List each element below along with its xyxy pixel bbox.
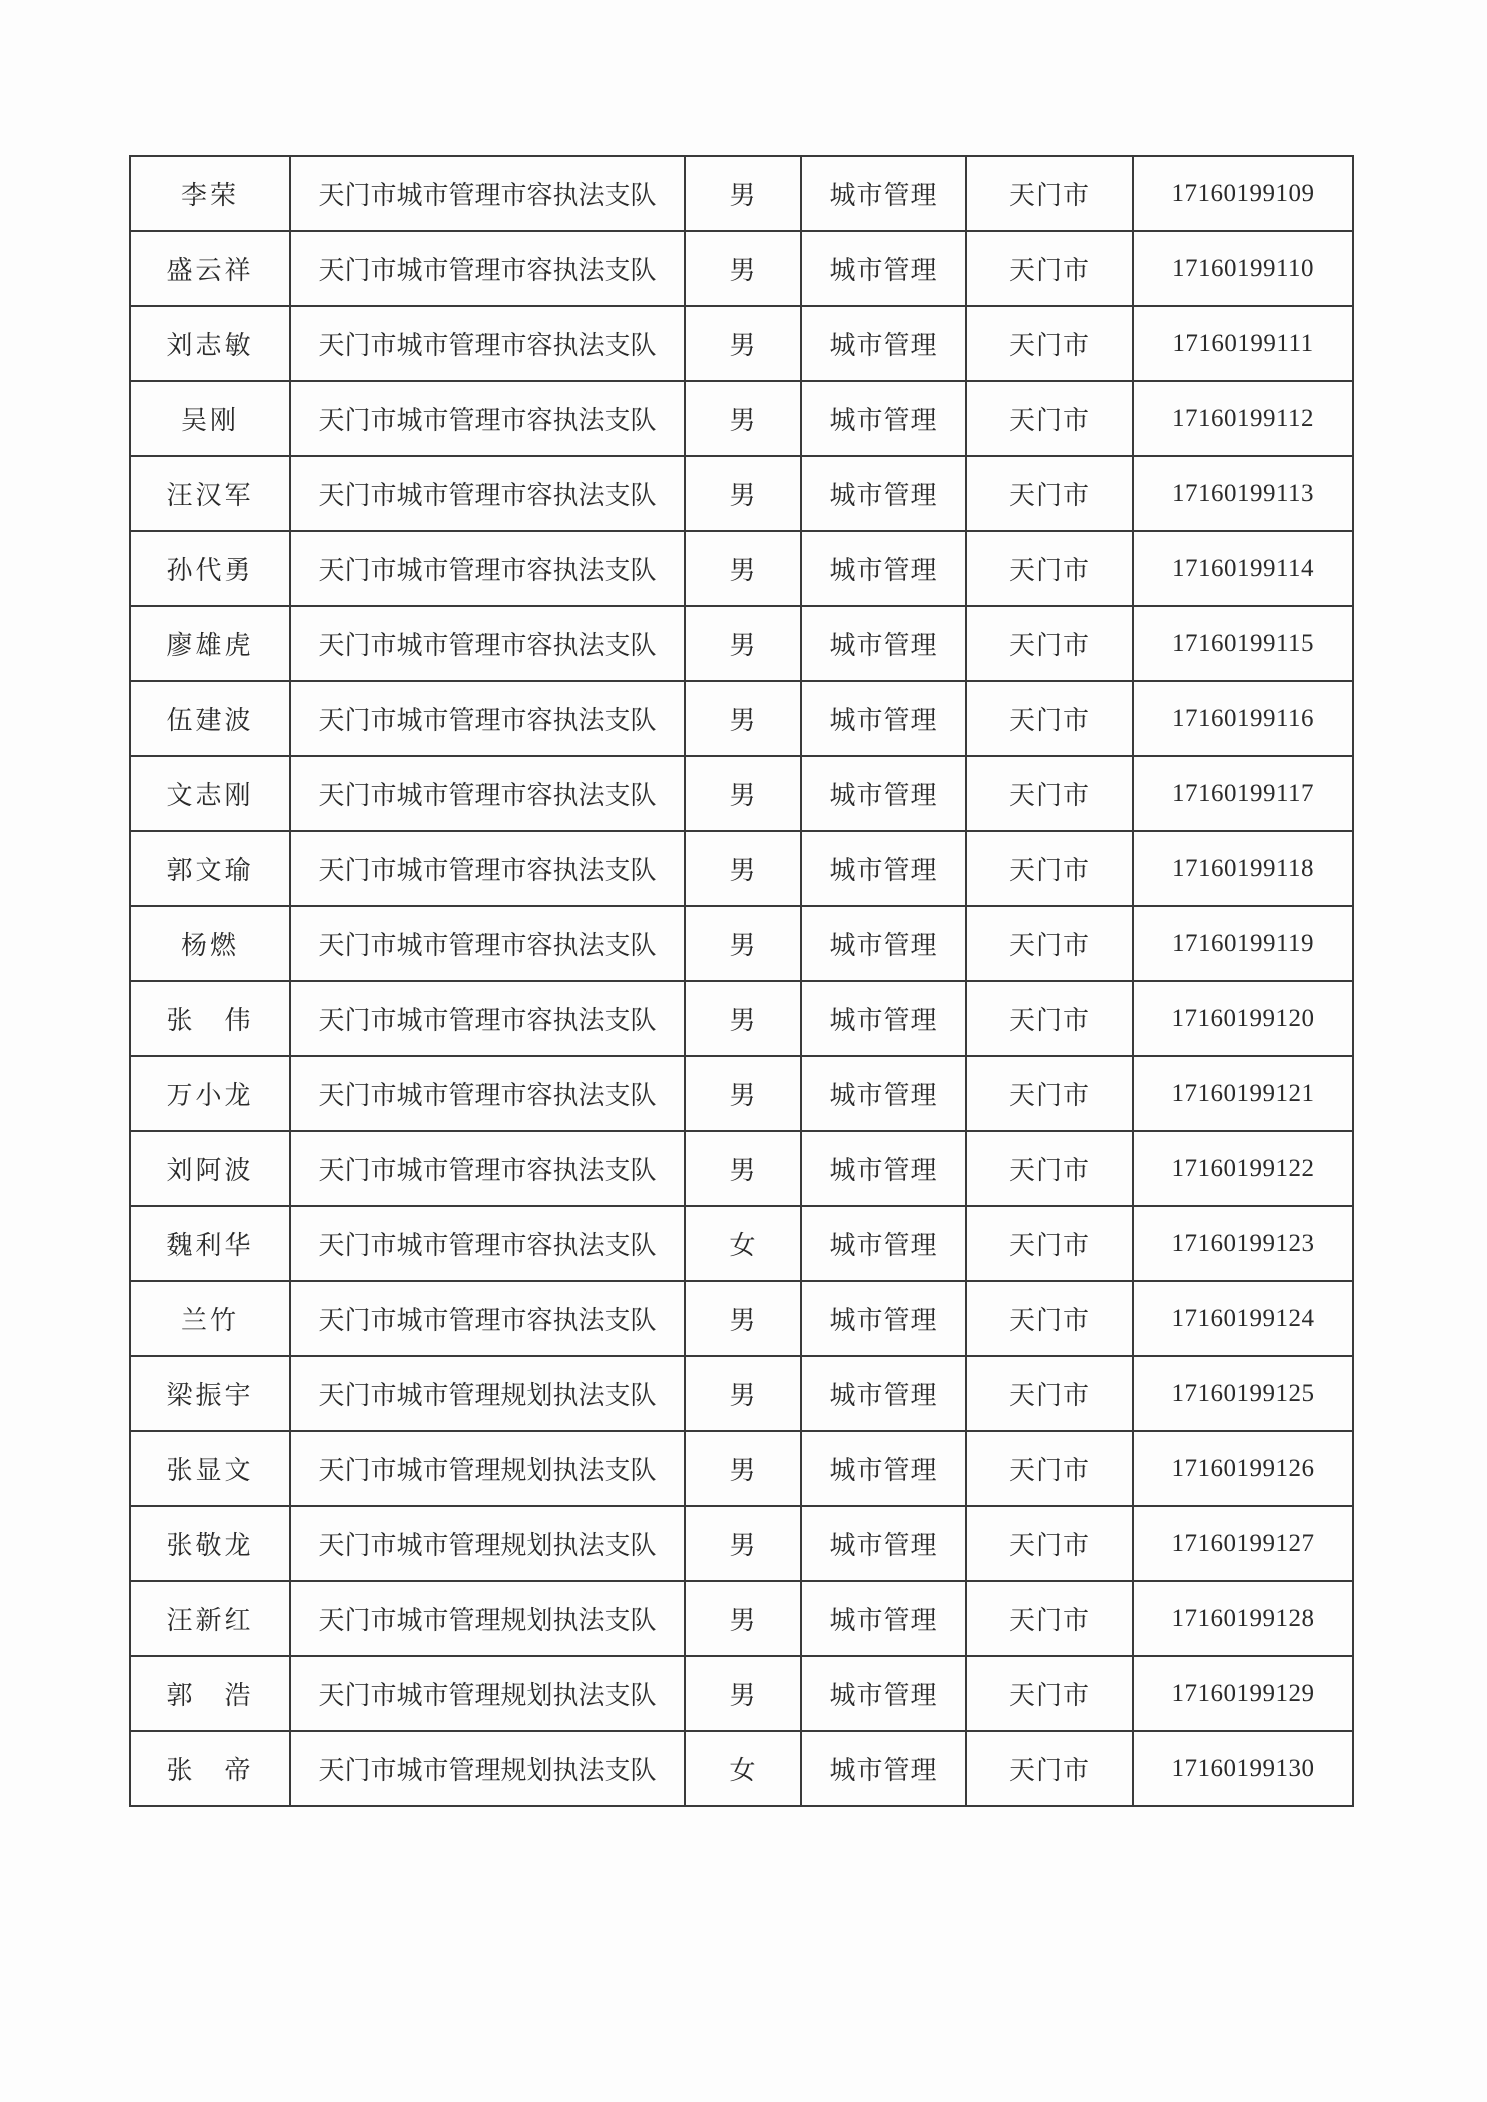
field-cell: 城市管理	[801, 1581, 966, 1656]
city-cell: 天门市	[966, 531, 1133, 606]
unit-cell: 天门市城市管理市容执法支队	[290, 681, 685, 756]
table-row	[130, 306, 1353, 381]
city-cell: 天门市	[966, 1506, 1133, 1581]
certificate-number-cell: 17160199128	[1133, 1581, 1353, 1656]
table-row	[130, 1281, 1353, 1356]
table-row	[130, 1356, 1353, 1431]
table-row	[130, 1656, 1353, 1731]
table-row	[130, 1731, 1353, 1806]
field-cell: 城市管理	[801, 1356, 966, 1431]
person-name-cell: 张显文	[130, 1431, 290, 1506]
unit-cell: 天门市城市管理规划执法支队	[290, 1356, 685, 1431]
unit-cell: 天门市城市管理市容执法支队	[290, 606, 685, 681]
field-cell: 城市管理	[801, 606, 966, 681]
city-cell: 天门市	[966, 1656, 1133, 1731]
unit-cell: 天门市城市管理市容执法支队	[290, 1206, 685, 1281]
certificate-number-cell: 17160199122	[1133, 1131, 1353, 1206]
certificate-number-cell: 17160199130	[1133, 1731, 1353, 1806]
person-name-cell: 梁振宇	[130, 1356, 290, 1431]
field-cell: 城市管理	[801, 456, 966, 531]
certificate-number-cell: 17160199123	[1133, 1206, 1353, 1281]
table-row	[130, 1431, 1353, 1506]
certificate-number-cell: 17160199118	[1133, 831, 1353, 906]
person-name-cell: 伍建波	[130, 681, 290, 756]
gender-cell: 男	[685, 231, 801, 306]
field-cell: 城市管理	[801, 306, 966, 381]
city-cell: 天门市	[966, 1281, 1133, 1356]
person-name-cell: 万小龙	[130, 1056, 290, 1131]
field-cell: 城市管理	[801, 681, 966, 756]
gender-cell: 男	[685, 456, 801, 531]
table-row	[130, 531, 1353, 606]
table-row	[130, 906, 1353, 981]
person-name-cell: 张 帝	[130, 1731, 290, 1806]
gender-cell: 男	[685, 1056, 801, 1131]
unit-cell: 天门市城市管理规划执法支队	[290, 1581, 685, 1656]
city-cell: 天门市	[966, 456, 1133, 531]
person-name-cell: 兰竹	[130, 1281, 290, 1356]
gender-cell: 女	[685, 1731, 801, 1806]
person-name-cell: 魏利华	[130, 1206, 290, 1281]
unit-cell: 天门市城市管理市容执法支队	[290, 306, 685, 381]
field-cell: 城市管理	[801, 906, 966, 981]
certificate-number-cell: 17160199126	[1133, 1431, 1353, 1506]
city-cell: 天门市	[966, 981, 1133, 1056]
gender-cell: 男	[685, 1356, 801, 1431]
person-name-cell: 文志刚	[130, 756, 290, 831]
person-name-cell: 郭 浩	[130, 1656, 290, 1731]
unit-cell: 天门市城市管理规划执法支队	[290, 1731, 685, 1806]
city-cell: 天门市	[966, 156, 1133, 231]
city-cell: 天门市	[966, 231, 1133, 306]
city-cell: 天门市	[966, 1731, 1133, 1806]
certificate-number-cell: 17160199125	[1133, 1356, 1353, 1431]
person-name-cell: 杨燃	[130, 906, 290, 981]
certificate-number-cell: 17160199117	[1133, 756, 1353, 831]
city-cell: 天门市	[966, 681, 1133, 756]
field-cell: 城市管理	[801, 1656, 966, 1731]
table-row	[130, 756, 1353, 831]
certificate-number-cell: 17160199111	[1133, 306, 1353, 381]
person-name-cell: 郭文瑜	[130, 831, 290, 906]
field-cell: 城市管理	[801, 1281, 966, 1356]
gender-cell: 男	[685, 1131, 801, 1206]
city-cell: 天门市	[966, 1056, 1133, 1131]
certificate-number-cell: 17160199121	[1133, 1056, 1353, 1131]
certificate-number-cell: 17160199127	[1133, 1506, 1353, 1581]
unit-cell: 天门市城市管理规划执法支队	[290, 1431, 685, 1506]
certificate-number-cell: 17160199124	[1133, 1281, 1353, 1356]
table-row	[130, 1131, 1353, 1206]
certificate-number-cell: 17160199113	[1133, 456, 1353, 531]
person-name-cell: 盛云祥	[130, 231, 290, 306]
person-name-cell: 李荣	[130, 156, 290, 231]
field-cell: 城市管理	[801, 1131, 966, 1206]
person-name-cell: 刘阿波	[130, 1131, 290, 1206]
city-cell: 天门市	[966, 381, 1133, 456]
gender-cell: 男	[685, 1281, 801, 1356]
field-cell: 城市管理	[801, 1506, 966, 1581]
person-name-cell: 吴刚	[130, 381, 290, 456]
table-row	[130, 606, 1353, 681]
certificate-number-cell: 17160199114	[1133, 531, 1353, 606]
table-row	[130, 231, 1353, 306]
table-row	[130, 1056, 1353, 1131]
city-cell: 天门市	[966, 1131, 1133, 1206]
city-cell: 天门市	[966, 906, 1133, 981]
person-name-cell: 张 伟	[130, 981, 290, 1056]
table-row	[130, 681, 1353, 756]
field-cell: 城市管理	[801, 381, 966, 456]
table-row	[130, 156, 1353, 231]
field-cell: 城市管理	[801, 1206, 966, 1281]
unit-cell: 天门市城市管理市容执法支队	[290, 1056, 685, 1131]
unit-cell: 天门市城市管理规划执法支队	[290, 1656, 685, 1731]
certificate-number-cell: 17160199129	[1133, 1656, 1353, 1731]
person-name-cell: 汪汉军	[130, 456, 290, 531]
field-cell: 城市管理	[801, 156, 966, 231]
unit-cell: 天门市城市管理市容执法支队	[290, 906, 685, 981]
table-row	[130, 831, 1353, 906]
field-cell: 城市管理	[801, 1056, 966, 1131]
certificate-number-cell: 17160199112	[1133, 381, 1353, 456]
unit-cell: 天门市城市管理市容执法支队	[290, 231, 685, 306]
person-name-cell: 孙代勇	[130, 531, 290, 606]
table-row	[130, 1206, 1353, 1281]
gender-cell: 男	[685, 756, 801, 831]
city-cell: 天门市	[966, 606, 1133, 681]
unit-cell: 天门市城市管理市容执法支队	[290, 756, 685, 831]
person-name-cell: 汪新红	[130, 1581, 290, 1656]
unit-cell: 天门市城市管理市容执法支队	[290, 831, 685, 906]
unit-cell: 天门市城市管理规划执法支队	[290, 1506, 685, 1581]
certificate-number-cell: 17160199115	[1133, 606, 1353, 681]
gender-cell: 男	[685, 1581, 801, 1656]
gender-cell: 男	[685, 681, 801, 756]
gender-cell: 男	[685, 606, 801, 681]
certificate-number-cell: 17160199120	[1133, 981, 1353, 1056]
city-cell: 天门市	[966, 306, 1133, 381]
city-cell: 天门市	[966, 756, 1133, 831]
field-cell: 城市管理	[801, 981, 966, 1056]
field-cell: 城市管理	[801, 831, 966, 906]
gender-cell: 男	[685, 1656, 801, 1731]
field-cell: 城市管理	[801, 531, 966, 606]
gender-cell: 男	[685, 306, 801, 381]
city-cell: 天门市	[966, 831, 1133, 906]
person-name-cell: 刘志敏	[130, 306, 290, 381]
unit-cell: 天门市城市管理市容执法支队	[290, 381, 685, 456]
gender-cell: 男	[685, 906, 801, 981]
field-cell: 城市管理	[801, 1731, 966, 1806]
field-cell: 城市管理	[801, 756, 966, 831]
personnel-table-body	[130, 156, 1353, 1806]
field-cell: 城市管理	[801, 231, 966, 306]
person-name-cell: 廖雄虎	[130, 606, 290, 681]
unit-cell: 天门市城市管理市容执法支队	[290, 981, 685, 1056]
unit-cell: 天门市城市管理市容执法支队	[290, 156, 685, 231]
gender-cell: 男	[685, 1431, 801, 1506]
certificate-number-cell: 17160199109	[1133, 156, 1353, 231]
certificate-number-cell: 17160199116	[1133, 681, 1353, 756]
gender-cell: 男	[685, 1506, 801, 1581]
gender-cell: 男	[685, 381, 801, 456]
person-name-cell: 张敬龙	[130, 1506, 290, 1581]
table-row	[130, 456, 1353, 531]
city-cell: 天门市	[966, 1581, 1133, 1656]
certificate-number-cell: 17160199119	[1133, 906, 1353, 981]
table-row	[130, 1581, 1353, 1656]
gender-cell: 男	[685, 981, 801, 1056]
unit-cell: 天门市城市管理市容执法支队	[290, 1281, 685, 1356]
unit-cell: 天门市城市管理市容执法支队	[290, 531, 685, 606]
unit-cell: 天门市城市管理市容执法支队	[290, 456, 685, 531]
gender-cell: 男	[685, 531, 801, 606]
gender-cell: 女	[685, 1206, 801, 1281]
unit-cell: 天门市城市管理市容执法支队	[290, 1131, 685, 1206]
certificate-number-cell: 17160199110	[1133, 231, 1353, 306]
city-cell: 天门市	[966, 1206, 1133, 1281]
table-row	[130, 1506, 1353, 1581]
personnel-table	[129, 155, 1354, 1807]
gender-cell: 男	[685, 831, 801, 906]
table-row	[130, 981, 1353, 1056]
table-row	[130, 381, 1353, 456]
field-cell: 城市管理	[801, 1431, 966, 1506]
gender-cell: 男	[685, 156, 801, 231]
city-cell: 天门市	[966, 1356, 1133, 1431]
city-cell: 天门市	[966, 1431, 1133, 1506]
